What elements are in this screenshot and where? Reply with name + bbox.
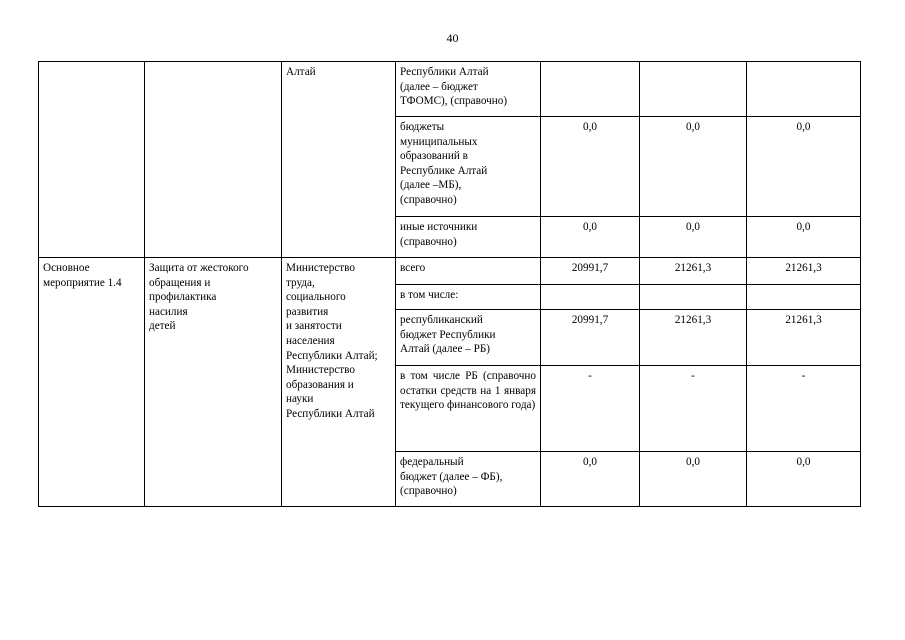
value-cell xyxy=(640,62,747,117)
value-cell: 20991,7 xyxy=(541,310,640,366)
value-cell: 0,0 xyxy=(541,452,640,507)
empty-name-cell xyxy=(145,62,282,258)
value-cell: - xyxy=(747,366,861,452)
measure-name-cell: Защита от жестокого обращения и профилактика насилия детей xyxy=(145,258,282,507)
value-cell: 0,0 xyxy=(541,117,640,217)
value-cell: 21261,3 xyxy=(640,258,747,285)
funding-source-cell: иные источники (справочно) xyxy=(396,217,541,258)
empty-code-cell xyxy=(39,62,145,258)
funding-source-cell: в том числе: xyxy=(396,285,541,310)
funding-source-cell: республиканский бюджет Республики Алтай (далее – РБ) xyxy=(396,310,541,366)
table-row xyxy=(39,258,861,285)
value-cell xyxy=(747,62,861,117)
value-cell: 0,0 xyxy=(640,117,747,217)
value-cell: - xyxy=(640,366,747,452)
value-cell xyxy=(640,285,747,310)
page-number: 40 xyxy=(446,31,459,45)
value-cell: 0,0 xyxy=(747,117,861,217)
value-cell xyxy=(747,285,861,310)
executor-cell: Алтай xyxy=(282,62,396,258)
measure-code-cell: Основное мероприятие 1.4 xyxy=(39,258,145,507)
funding-source-cell: федеральный бюджет (далее – ФБ), (справочно) xyxy=(396,452,541,507)
value-cell: 0,0 xyxy=(640,217,747,258)
value-cell: 0,0 xyxy=(640,452,747,507)
funding-source-cell: всего xyxy=(396,258,541,285)
table-row xyxy=(39,62,861,117)
funding-source-cell: бюджеты муниципальных образований в Республике Алтай (далее –МБ), (справочно) xyxy=(396,117,541,217)
value-cell xyxy=(541,285,640,310)
value-cell: 0,0 xyxy=(747,217,861,258)
value-cell: 0,0 xyxy=(747,452,861,507)
funding-source-cell: в том числе РБ (справочно остатки средств на 1 января текущего финансового года) xyxy=(396,366,541,452)
executor-cell: Министерство труда, социального развития и занятости населения Республики Алтай; Министерство образования и науки Республики Алтай xyxy=(282,258,396,507)
value-cell xyxy=(541,62,640,117)
value-cell: 21261,3 xyxy=(747,258,861,285)
value-cell: 21261,3 xyxy=(747,310,861,366)
value-cell: 0,0 xyxy=(541,217,640,258)
funding-source-cell: Республики Алтай (далее – бюджет ТФОМС), (справочно) xyxy=(396,62,541,117)
funding-table xyxy=(38,61,861,507)
value-cell: - xyxy=(541,366,640,452)
value-cell: 21261,3 xyxy=(640,310,747,366)
value-cell: 20991,7 xyxy=(541,258,640,285)
